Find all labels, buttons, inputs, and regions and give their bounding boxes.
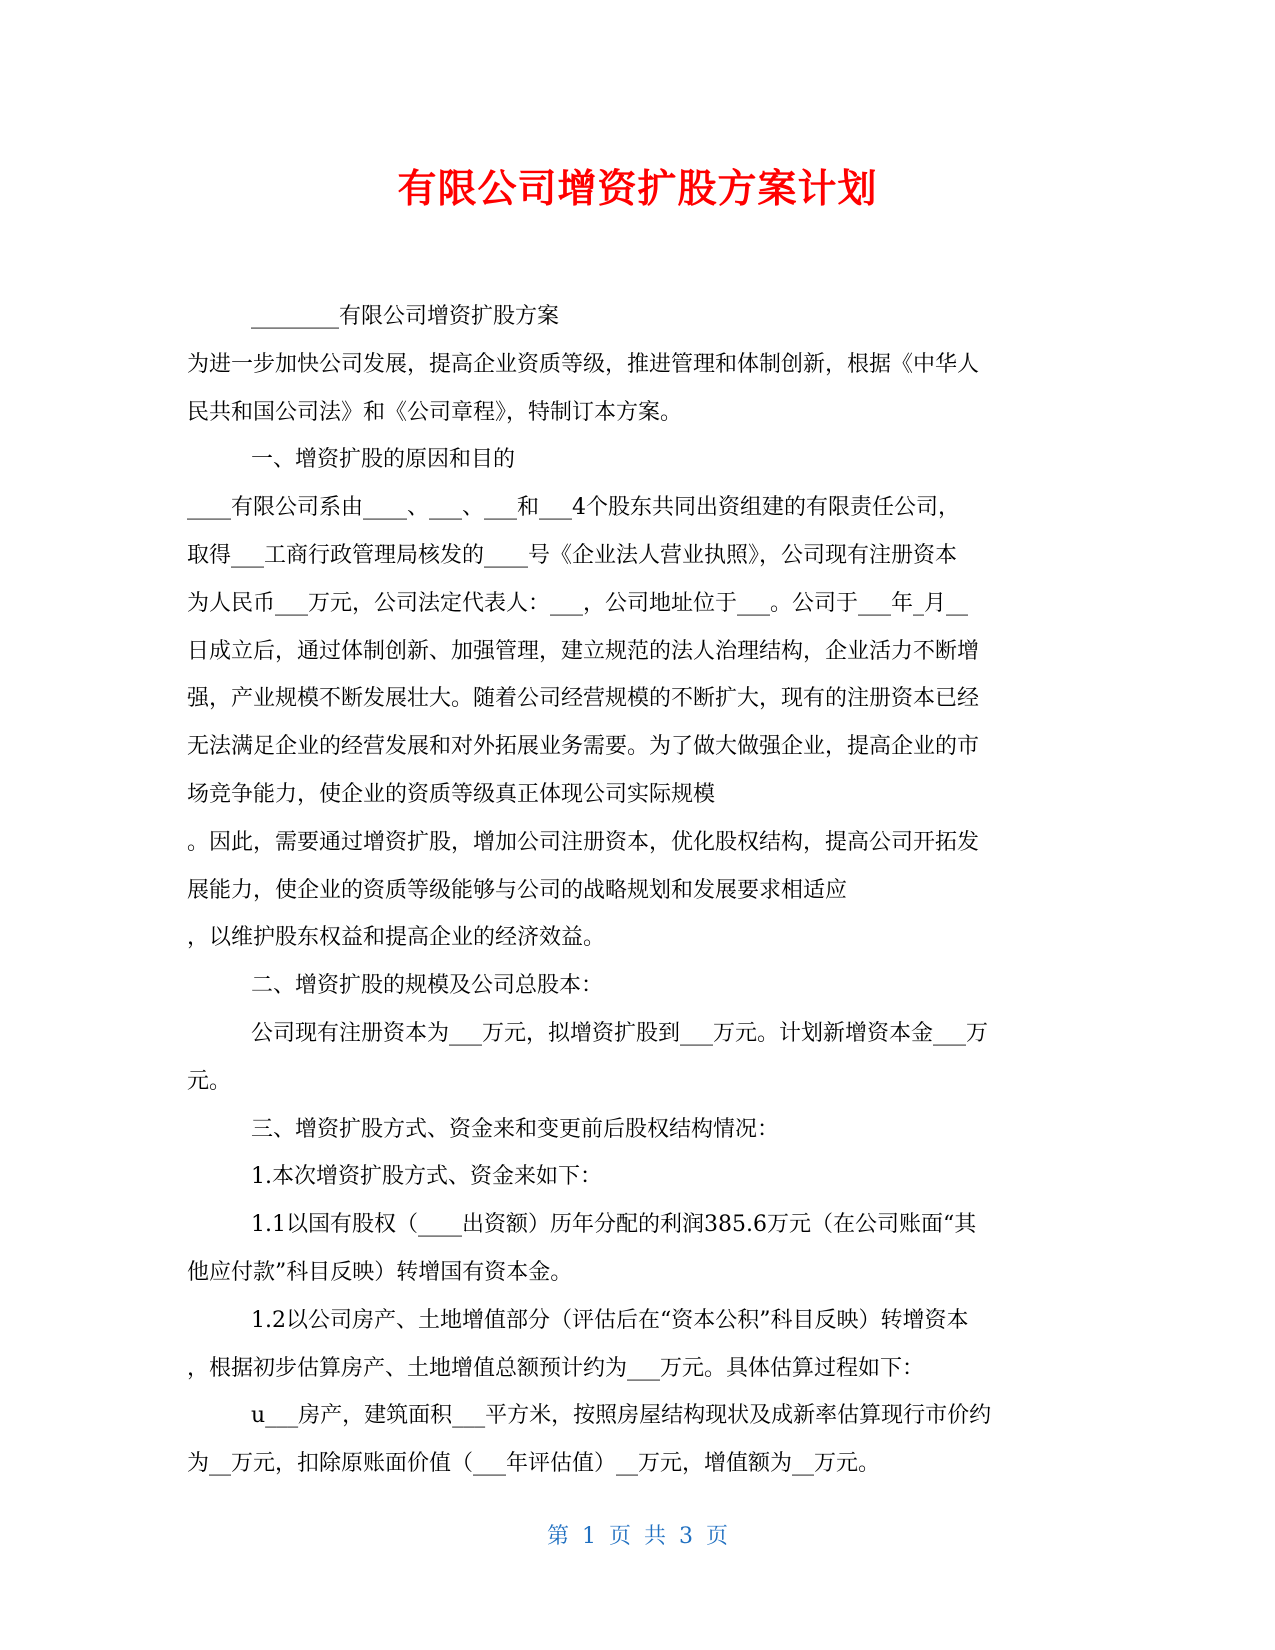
section-heading-3: 三、增资扩股方式、资金来和变更前后股权结构情况： (251, 1116, 780, 1142)
paragraph-line: 取得___工商行政管理局核发的____号《企业法人营业执照》，公司现有注册资本 (187, 542, 958, 568)
paragraph-line: 强，产业规模不断发展壮大。随着公司经营规模的不断扩大，现有的注册资本已经 (187, 686, 980, 712)
paragraph-line: 展能力，使企业的资质等级能够与公司的战略规划和发展要求相适应 (187, 877, 848, 903)
page-number-footer: 第 1 页 共 3 页 (547, 1524, 728, 1549)
paragraph-line: 日成立后，通过体制创新、加强管理，建立规范的法人治理结构，企业活力不断增 (187, 638, 980, 664)
paragraph-line: ，根据初步估算房产、土地增值总额预计约为___万元。具体估算过程如下： (187, 1355, 925, 1381)
subsection-heading: 1.本次增资扩股方式、资金来如下： (251, 1164, 602, 1190)
paragraph-line: 为__万元，扣除原账面价值（___年评估值）__万元，增值额为__万元。 (187, 1451, 881, 1477)
paragraph-line: 1.2以公司房产、土地增值部分（评估后在“资本公积”科目反映）转增资本 (251, 1307, 969, 1333)
paragraph-line: 场竞争能力，使企业的资质等级真正体现公司实际规模 (187, 781, 716, 807)
paragraph-line: 他应付款”科目反映）转增国有资本金。 (187, 1259, 573, 1285)
paragraph-line: 。因此，需要通过增资扩股，增加公司注册资本，优化股权结构，提高公司开拓发 (187, 829, 980, 855)
paragraph-line: ____有限公司系由____、___、___和___4个股东共同出资组建的有限责任公司， (187, 495, 960, 521)
paragraph-line: 民共和国公司法》和《公司章程》，特制订本方案。 (187, 399, 683, 425)
paragraph-line: 元。 (187, 1068, 232, 1094)
paragraph-line: 1.1以国有股权（____出资额）历年分配的利润385.6万元（在公司账面“其 (251, 1212, 977, 1238)
paragraph-line: u___房产，建筑面积___平方米，按照房屋结构现状及成新率估算现行市价约 (251, 1403, 992, 1429)
section-heading-2: 二、增资扩股的规模及公司总股本： (251, 973, 604, 999)
document-title: 有限公司增资扩股方案计划 (397, 167, 878, 212)
section-heading-1: 一、增资扩股的原因和目的 (251, 447, 516, 473)
paragraph-line: 无法满足企业的经营发展和对外拓展业务需要。为了做大做强企业，提高企业的市 (187, 734, 980, 760)
plan-heading: ________有限公司增资扩股方案 (251, 304, 560, 329)
document-body (187, 293, 1087, 1488)
paragraph-line: 为进一步加快公司发展，提高企业资质等级，推进管理和体制创新，根据《中华人 (187, 351, 980, 377)
paragraph-line: ，以维护股东权益和提高企业的经济效益。 (187, 925, 606, 951)
paragraph-line: 公司现有注册资本为___万元，拟增资扩股到___万元。计划新增资本金___万 (251, 1020, 989, 1046)
paragraph-line: 为人民币___万元，公司法定代表人：___，公司地址位于___。公司于___年_月__ (187, 590, 969, 616)
